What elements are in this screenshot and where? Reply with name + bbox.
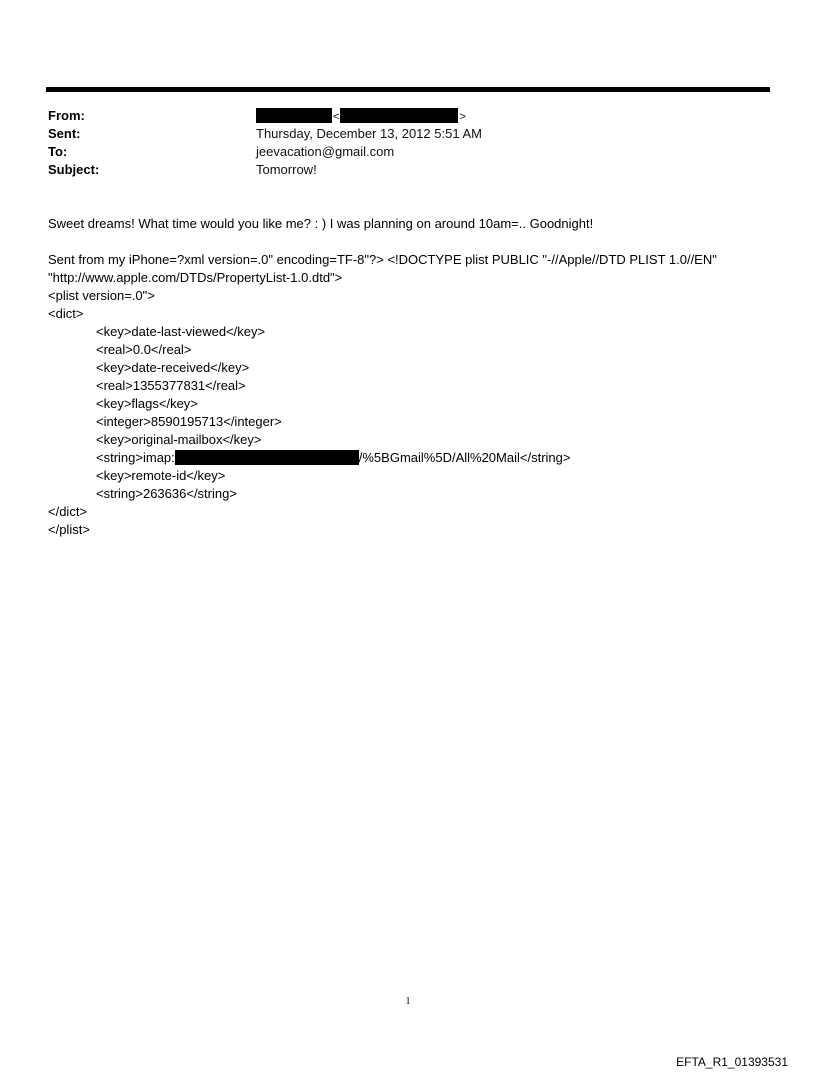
from-value (256, 107, 467, 126)
from-angle-close: > (459, 110, 466, 123)
to-value: jeevacation@gmail.com (256, 144, 395, 159)
plist-entry: <key>remote-id</key> (96, 468, 226, 483)
redacted-sender-email (340, 108, 458, 123)
plist-entry: <key>date-received</key> (96, 360, 250, 375)
plist-open: <plist version=.0"> (48, 288, 155, 303)
subject-value: Tomorrow! (256, 162, 317, 177)
sent-label: Sent: (48, 126, 81, 141)
to-label: To: (48, 144, 68, 159)
plist-entry: <real>0.0</real> (96, 342, 192, 357)
plist-entry: <key>flags</key> (96, 396, 198, 411)
from-label: From: (48, 108, 85, 123)
plist-entry: <real>1355377831</real> (96, 378, 246, 393)
imap-prefix: <string>imap: (96, 450, 175, 465)
redacted-sender-name (256, 108, 332, 123)
plist-entry: <key>original-mailbox</key> (96, 432, 262, 447)
redacted-imap-account (175, 450, 359, 465)
page-number: 1 (405, 996, 411, 1007)
signature-line-2: "http://www.apple.com/DTDs/PropertyList-1.0.dtd"> (48, 270, 343, 285)
email-body (48, 215, 768, 539)
imap-suffix: /%5BGmail%5D/All%20Mail</string> (358, 450, 571, 465)
document-id: EFTA_R1_01393531 (676, 1055, 788, 1069)
plist-entry: <key>date-last-viewed</key> (96, 324, 266, 339)
message-text: Sweet dreams! What time would you like me? : ) I was planning on around 10am=.. Goodnight! (48, 216, 594, 231)
subject-label: Subject: (48, 162, 100, 177)
plist-imap-entry (48, 449, 768, 467)
dict-close: </dict> (48, 504, 88, 519)
sent-value: Thursday, December 13, 2012 5:51 AM (256, 126, 482, 141)
paragraph-spacer (48, 233, 768, 251)
plist-close: </plist> (48, 522, 90, 537)
plist-entry: <integer>8590195713</integer> (96, 414, 282, 429)
signature-line-1: Sent from my iPhone=?xml version=.0" encoding=TF-8"?> <!DOCTYPE plist PUBLIC "-//Apple//DTD PLIST 1.0//EN" (48, 252, 717, 267)
header-rule (46, 87, 770, 92)
dict-open: <dict> (48, 306, 84, 321)
from-angle-open: < (333, 110, 340, 123)
plist-entry: <string>263636</string> (96, 486, 237, 501)
